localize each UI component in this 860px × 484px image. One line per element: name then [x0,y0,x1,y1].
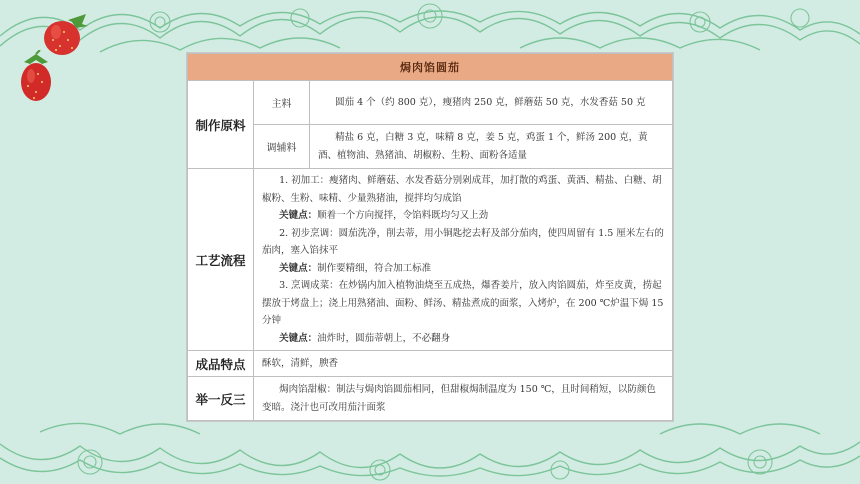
key-point-3: 关键点：油炸时，圆茄蒂朝上，不必翻身 [279,332,451,344]
process-step-1: 1. 初加工：瘦猪肉、鲜蘑菇、水发香菇分别剁成茸，加打散的鸡蛋、黄酒、精盐、白糖、胡椒粉、生粉、味精、少量熟猪油，搅拌均匀成馅 [262,175,662,204]
category-ingredients: 制作原料 [188,81,254,169]
variation-text: 焗肉馅甜椒：制法与焗肉馅圆茄相同，但甜椒焗制温度为 150 ℃，且时间稍短，以防颜色变暗。浇汁也可改用茄汁面浆 [254,377,673,421]
recipe-card [186,52,674,422]
recipe-table [187,53,673,421]
seasoning-text: 精盐 6 克，白糖 3 克，味精 8 克，姜 5 克，鸡蛋 1 个，鲜汤 200 克，黄酒、植物油、熟猪油、胡椒粉、生粉、面粉各适量 [310,125,673,169]
cloud-pattern-bottom [0,414,860,484]
process-step-3: 3. 烹调成菜：在炒锅内加入植物油烧至五成热，爆香姜片，放入肉馅圆茄，炸至皮黄，捞起摆放于烤盘上；浇上用熟猪油、面粉、鲜汤、精盐煮成的面浆，入烤炉，在 200 ℃炉温下焗 15 分钟 [262,280,664,326]
process-step-2: 2. 初步烹调：圆茄洗净，削去蒂，用小铜匙挖去籽及部分茄肉，使四周留有 1.5 厘米左右的茄肉，塞入馅抹平 [262,227,664,256]
seasoning-label: 调辅料 [254,125,310,169]
category-features: 成品特点 [188,351,254,377]
main-ingredients-label: 主料 [254,81,310,125]
cloud-pattern-top [0,0,860,60]
category-process: 工艺流程 [188,169,254,351]
category-variation: 举一反三 [188,377,254,421]
recipe-title: 焗肉馅圆茄 [188,54,673,81]
key-point-1: 关键点：顺着一个方向搅拌，令馅料既均匀又上劲 [279,210,489,221]
key-point-2: 关键点：制作要精细，符合加工标准 [279,262,432,274]
strawberry-icon [14,50,58,104]
main-ingredients-text: 圆茄 4 个（约 800 克），瘦猪肉 250 克，鲜蘑菇 50 克，水发香菇 50 克 [310,81,673,125]
features-text: 酥软，清鲜，腴香 [254,351,673,377]
process-text [254,169,673,351]
